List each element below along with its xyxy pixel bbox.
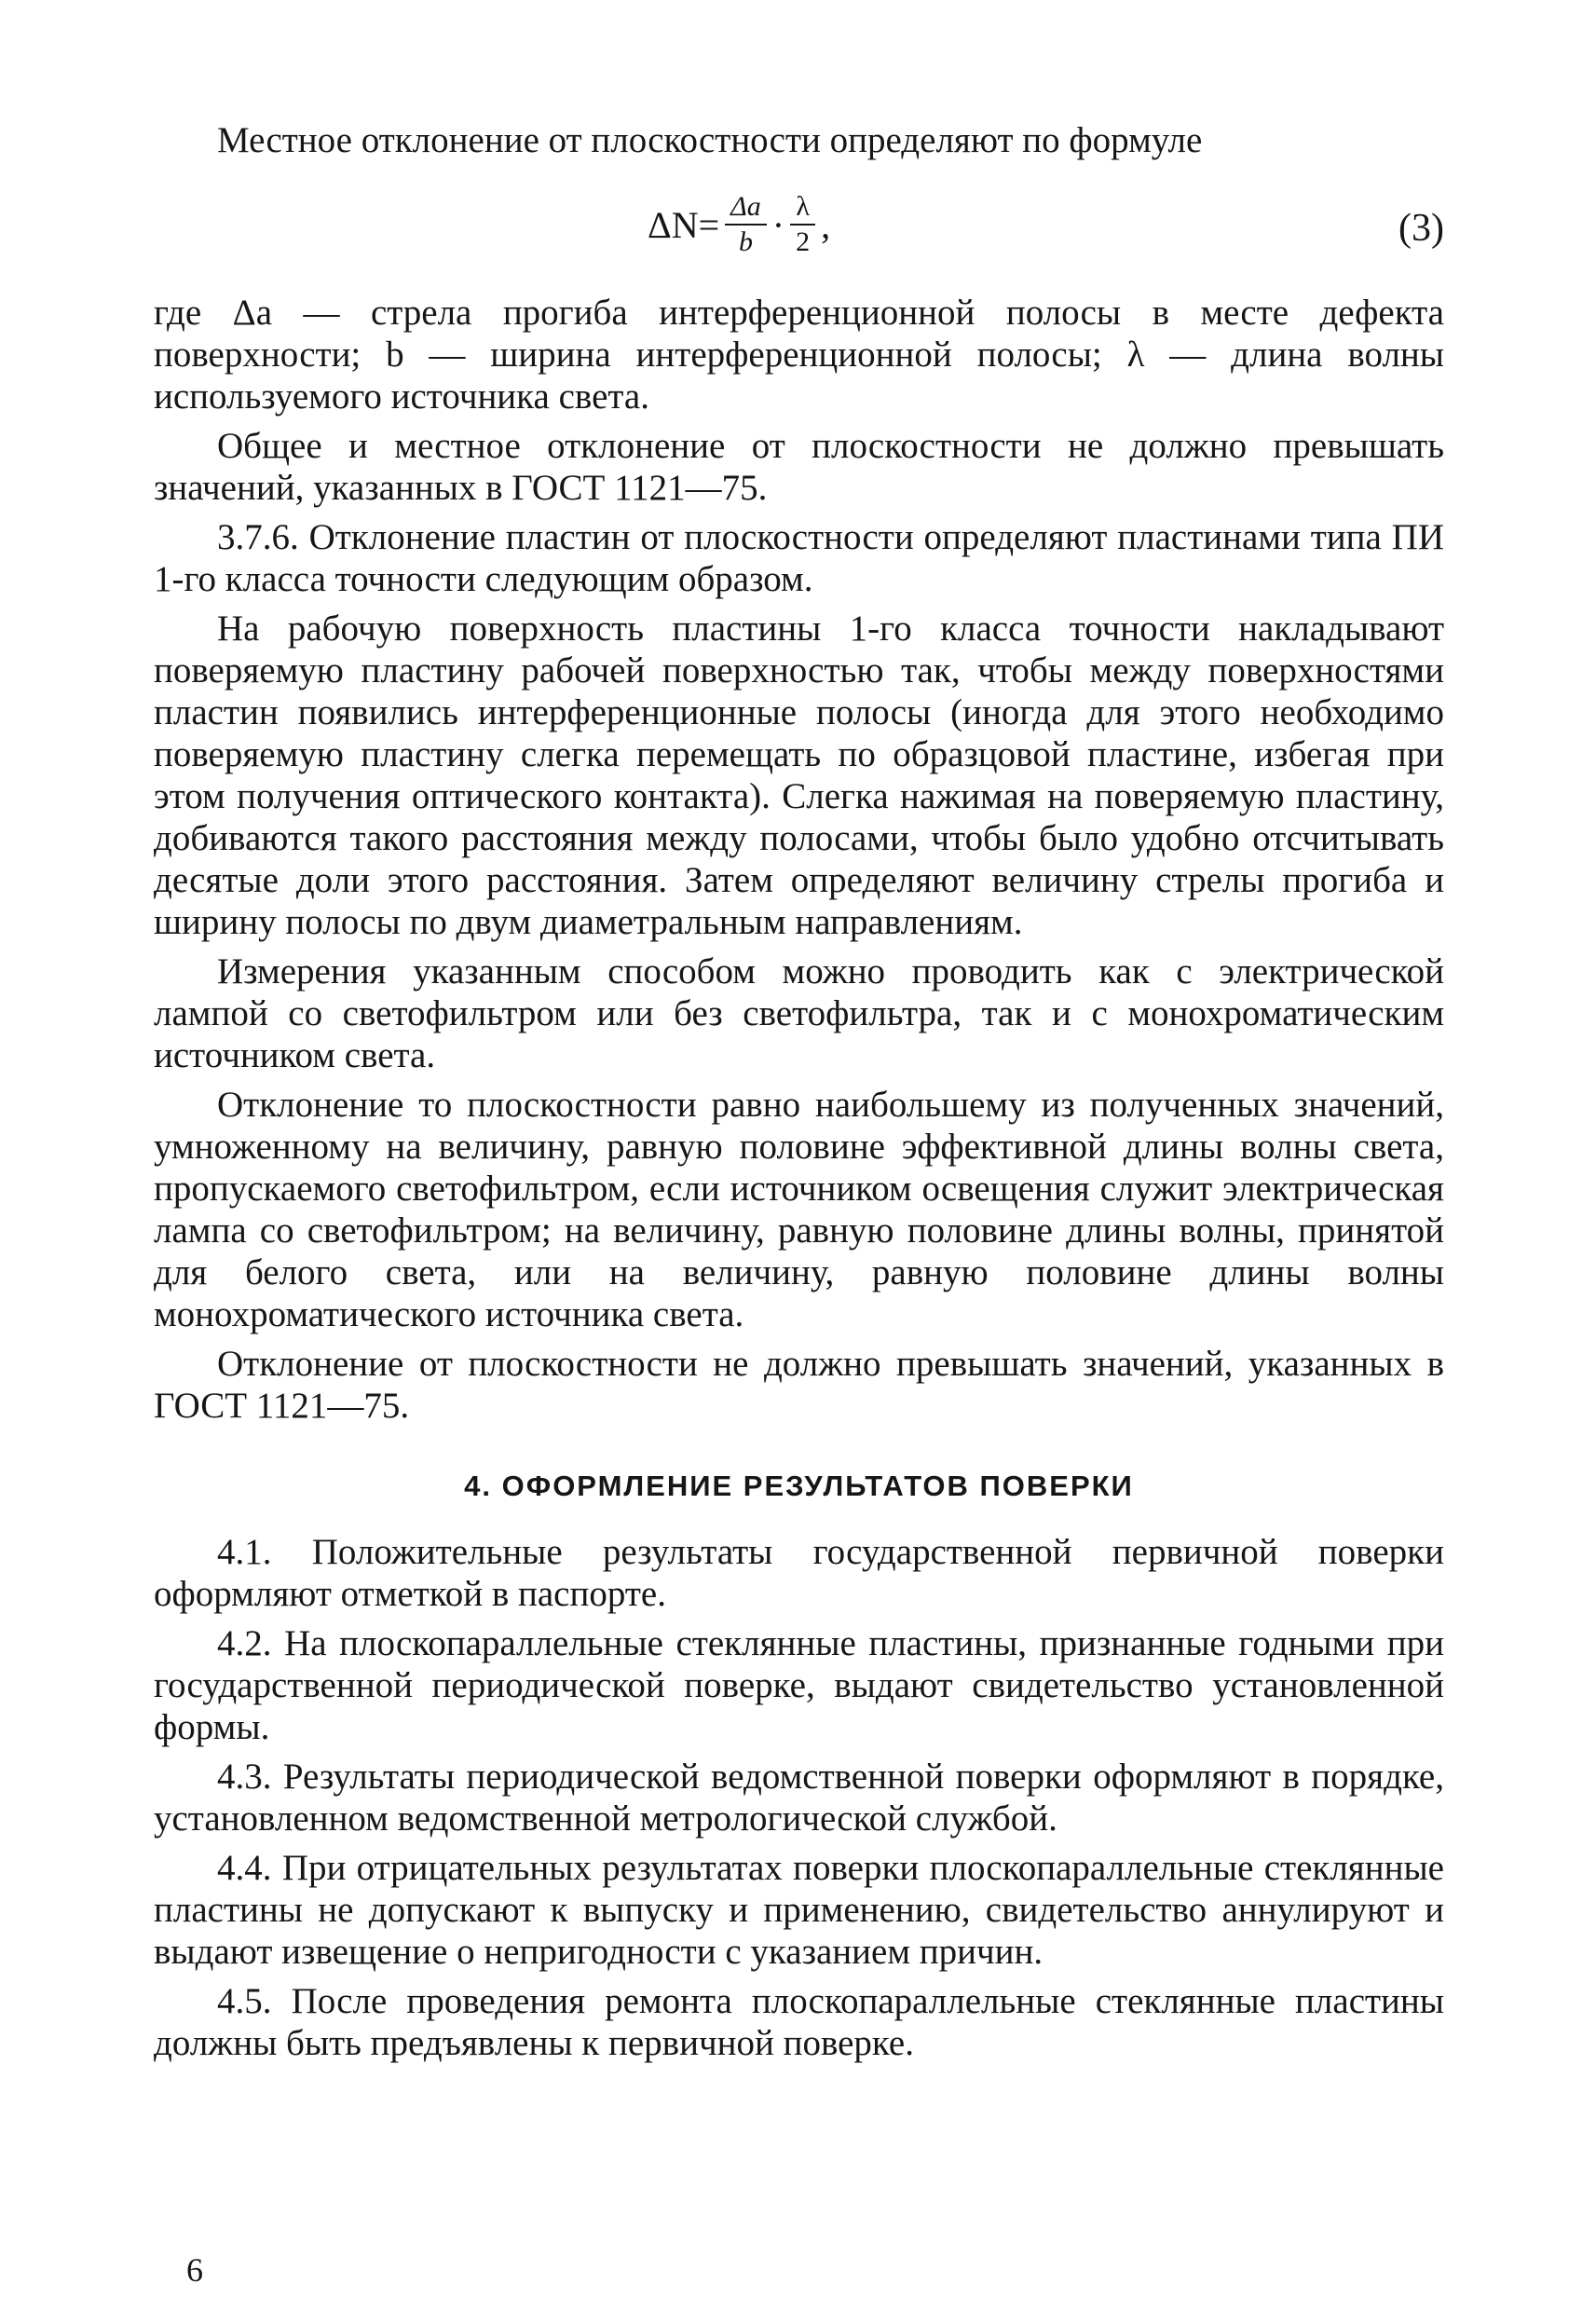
equation-number: (3) [1398,207,1444,250]
formula-comma: , [821,203,831,246]
fraction-numerator: Δa [725,190,767,226]
fraction-denominator: b [738,226,753,257]
fraction-lambda-2 [790,190,815,259]
paragraph: 4.5. После проведения ремонта плоскопараллельные стеклянные пластины должны быть предъявлены к первичной поверке. [154,1981,1444,2063]
paragraph: 3.7.6. Отклонение пластин от плоскостности определяют пластинами типа ПИ 1-го класса точности следующим образом. [154,517,1444,599]
paragraph: 4.3. Результаты периодической ведомственной поверки оформляют в порядке, установленном ведомственной метрологической службой. [154,1757,1444,1839]
fraction-denominator: 2 [796,226,811,257]
paragraph: Общее и местное отклонение от плоскостности не должно превышать значений, указанных в ГОСТ 1121—75. [154,426,1444,508]
intro-paragraph: Местное отклонение от плоскостности определяют по формуле [217,120,1203,160]
fraction-da-b [725,190,767,259]
paragraph: Измерения указанным способом можно проводить как с электрической лампой со светофильтром или без светофильтра, так и с монохроматическим источником света. [154,951,1444,1075]
formula-expression [648,169,830,280]
paragraph: Отклонение от плоскостности не должно превышать значений, указанных в ГОСТ 1121—75. [154,1344,1444,1426]
paragraph: На рабочую поверхность пластины 1-го класса точности накладывают поверяемую пластину рабочей поверхностью так, чтобы между поверхностями пластин появились интерференционные полосы (иногда для этого необходимо поверяемую пластину слегка перемещать по образцовой пластине, избегая при этом получения оптического контакта). Слегка нажимая на поверяемую пластину, добиваются такого расстояния между полосами, чтобы было удобно отсчитывать десятые доли этого расстояния. Затем определяют величину стрелы прогиба и ширину полосы по двум диаметральным направлениям. [154,609,1444,942]
paragraph: 4.1. Положительные результаты государственной первичной поверки оформляют отметкой в паспорте. [154,1532,1444,1614]
paragraph: 4.2. На плоскопараллельные стеклянные пластины, признанные годными при государственной периодической поверке, выдают свидетельство установленной формы. [154,1623,1444,1747]
formula-3 [154,169,1444,280]
paragraph: где Δa — стрела прогиба интерференционной полосы в месте дефекта поверхности; b — ширина интерференционной полосы; λ — длина волны используемого источника света. [154,293,1444,417]
page-content [154,119,1444,2072]
paragraph: 4.4. При отрицательных результатах поверки плоскопараллельные стеклянные пластины не допускают к выпуску и применению, свидетельство аннулируют и выдают извещение о непригодности с указанием причин. [154,1848,1444,1972]
section-heading: 4. ОФОРМЛЕНИЕ РЕЗУЛЬТАТОВ ПОВЕРКИ [464,1470,1134,1502]
formula-lhs: ΔN= [648,203,720,246]
fraction-numerator: λ [790,190,815,226]
paragraph: Отклонение то плоскостности равно наибольшему из полученных значений, умноженному на величину, равную половине эффективной длины волны света, пропускаемого светофильтром, если источником освещения служит электрическая лампа со светофильтром; на величину, равную половине длины волны, принятой для белого света, или на величину, равную половине длины волны монохроматического источника света. [154,1085,1444,1334]
multiply-dot: · [771,203,785,246]
page-number: 6 [186,2251,203,2289]
